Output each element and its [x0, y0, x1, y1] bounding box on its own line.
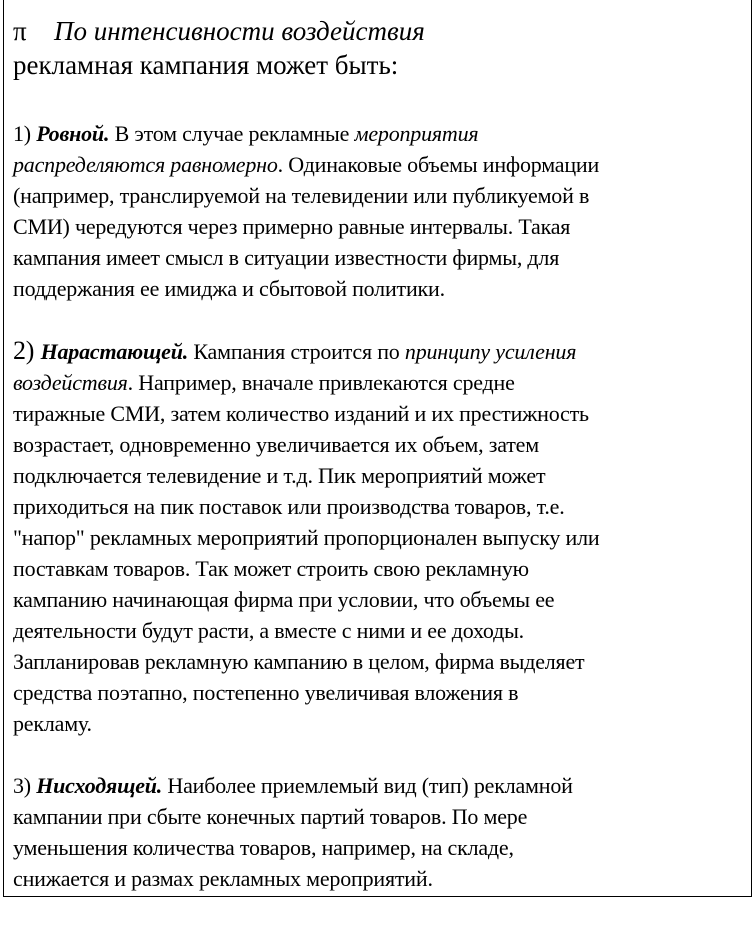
- body-text: деятельности будут расти, а вместе с ними и ее доходы.: [13, 618, 524, 643]
- body-text: Наиболее приемлемый вид (тип) рекламной: [162, 773, 573, 798]
- text-line: [13, 118, 747, 149]
- text-line: [13, 770, 747, 801]
- body-text: кампании при сбыте конечных партий товаров. По мере: [13, 804, 528, 829]
- text-line: [13, 801, 747, 832]
- body-text: средства поэтапно, постепенно увеличивая вложения в: [13, 680, 519, 705]
- text-line: [13, 615, 747, 646]
- section-term: Ровной.: [36, 121, 110, 146]
- section-rising: [13, 335, 747, 739]
- emphasis-text: мероприятия: [354, 121, 479, 146]
- body-text: Запланировав рекламную кампанию в целом, фирма выделяет: [13, 649, 585, 674]
- text-line: [13, 491, 747, 522]
- section-number: 2): [13, 336, 41, 365]
- body-text: подключается телевидение и т.д. Пик мероприятий может: [13, 463, 546, 488]
- text-line: [13, 242, 747, 273]
- body-text: СМИ) чередуются через примерно равные интервалы. Такая: [13, 214, 571, 239]
- body-text: Кампания строится по: [188, 339, 405, 364]
- text-line: [13, 832, 747, 863]
- body-text: приходиться на пик поставок или производства товаров, т.е.: [13, 494, 565, 519]
- text-line: [13, 708, 747, 739]
- text-line: [13, 149, 747, 180]
- pi-bullet-icon: π: [13, 16, 27, 46]
- text-line: [13, 273, 747, 304]
- text-line: [13, 522, 747, 553]
- section-number: 1): [13, 121, 37, 146]
- text-line: [13, 553, 747, 584]
- text-line: [13, 429, 747, 460]
- body-text: . Одинаковые объемы информации: [277, 152, 600, 177]
- body-text: возрастает, одновременно увеличивается их объем, затем: [13, 432, 539, 457]
- text-line: [13, 211, 747, 242]
- slide-content: [13, 14, 747, 894]
- body-text: (например, транслируемой на телевидении или публикуемой в: [13, 183, 590, 208]
- body-text: снижается и размах рекламных мероприятий.: [13, 866, 433, 891]
- body-text: уменьшения количества товаров, например, на складе,: [13, 835, 514, 860]
- text-line: [13, 398, 747, 429]
- text-line: [13, 460, 747, 491]
- text-line: [13, 367, 747, 398]
- section-term: Нисходящей.: [36, 773, 163, 798]
- body-text: кампания имеет смысл в ситуации известности фирмы, для: [13, 245, 560, 270]
- body-text: кампанию начинающая фирма при условии, что объемы ее: [13, 587, 555, 612]
- heading-subtitle: рекламная кампания может быть:: [13, 50, 399, 80]
- text-line: [13, 646, 747, 677]
- heading-title: По интенсивности воздействия: [54, 16, 425, 46]
- body-text: поддержания ее имиджа и сбытовой политики.: [13, 276, 445, 301]
- emphasis-text: воздействия: [13, 370, 128, 395]
- body-text: . Например, вначале привлекаются средне: [127, 370, 515, 395]
- emphasis-text: распределяются равномерно: [13, 152, 278, 177]
- slide-heading: [13, 14, 747, 48]
- text-line: [13, 677, 747, 708]
- section-even: [13, 118, 747, 304]
- text-line: [13, 584, 747, 615]
- section-term: Нарастающей.: [40, 339, 189, 364]
- text-line: [13, 335, 747, 367]
- text-line: [13, 863, 747, 894]
- body-text: поставкам товаров. Так может строить свою рекламную: [13, 556, 529, 581]
- section-number: 3): [13, 773, 37, 798]
- body-text: "напор" рекламных мероприятий пропорционален выпуску или: [13, 525, 600, 550]
- body-text: тиражные СМИ, затем количество изданий и их престижность: [13, 401, 589, 426]
- section-descending: [13, 770, 747, 894]
- body-text: В этом случае рекламные: [109, 121, 355, 146]
- emphasis-text: принципу усиления: [404, 339, 577, 364]
- body-text: рекламу.: [13, 711, 92, 736]
- text-line: [13, 180, 747, 211]
